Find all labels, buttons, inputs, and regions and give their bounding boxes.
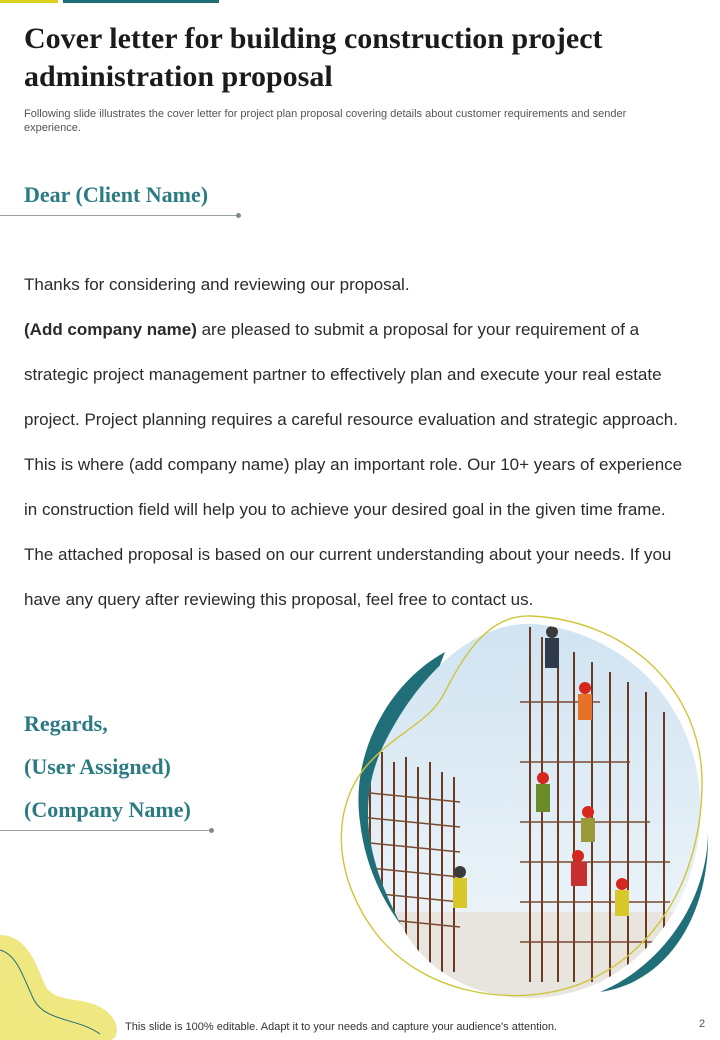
letter-body xyxy=(24,262,684,622)
page-title xyxy=(24,20,704,96)
footer-note: This slide is 100% editable. Adapt it to your needs and capture your audience's attention. xyxy=(125,1021,557,1033)
signature-block xyxy=(24,702,191,831)
page-title-line-1: Cover letter for building construction project xyxy=(24,22,603,55)
letter-paragraph xyxy=(24,307,684,622)
greeting-divider xyxy=(0,215,237,216)
page-number: 2 xyxy=(699,1018,706,1030)
scaffold-photo xyxy=(330,612,720,1002)
construction-photo-illustration xyxy=(330,612,720,1002)
company-placeholder: (Add company name) xyxy=(24,320,197,339)
signer-company: (Company Name) xyxy=(24,797,191,822)
signature-divider-dot xyxy=(209,828,214,833)
signature-divider xyxy=(0,830,210,831)
greeting: Dear (Client Name) xyxy=(24,182,209,207)
letter-intro: Thanks for considering and reviewing our proposal. xyxy=(24,275,410,294)
corner-decoration xyxy=(0,930,140,1040)
letter-paragraph-text: are pleased to submit a proposal for your requirement of a strategic project management partner to effectively plan and execute your real estate project. Project planning requires a careful resource evaluation and strategic approach. This is where (add company name) play an important role. Our 10+ years of experience in construction field will help you to achieve your desired goal in the given time frame. The attached proposal is based on our current understanding about your needs. If you have any query after reviewing this proposal, feel free to contact us. xyxy=(24,320,683,609)
closing: Regards, xyxy=(24,711,108,736)
signer-name: (User Assigned) xyxy=(24,754,171,779)
page-subtitle: Following slide illustrates the cover letter for project plan proposal covering details about customer requirements and sender experience. xyxy=(24,108,627,134)
top-accent-bar-teal xyxy=(63,0,219,3)
page-title-line-2: administration proposal xyxy=(24,60,333,93)
top-accent-bar-yellow xyxy=(0,0,58,3)
greeting-divider-dot xyxy=(236,213,241,218)
